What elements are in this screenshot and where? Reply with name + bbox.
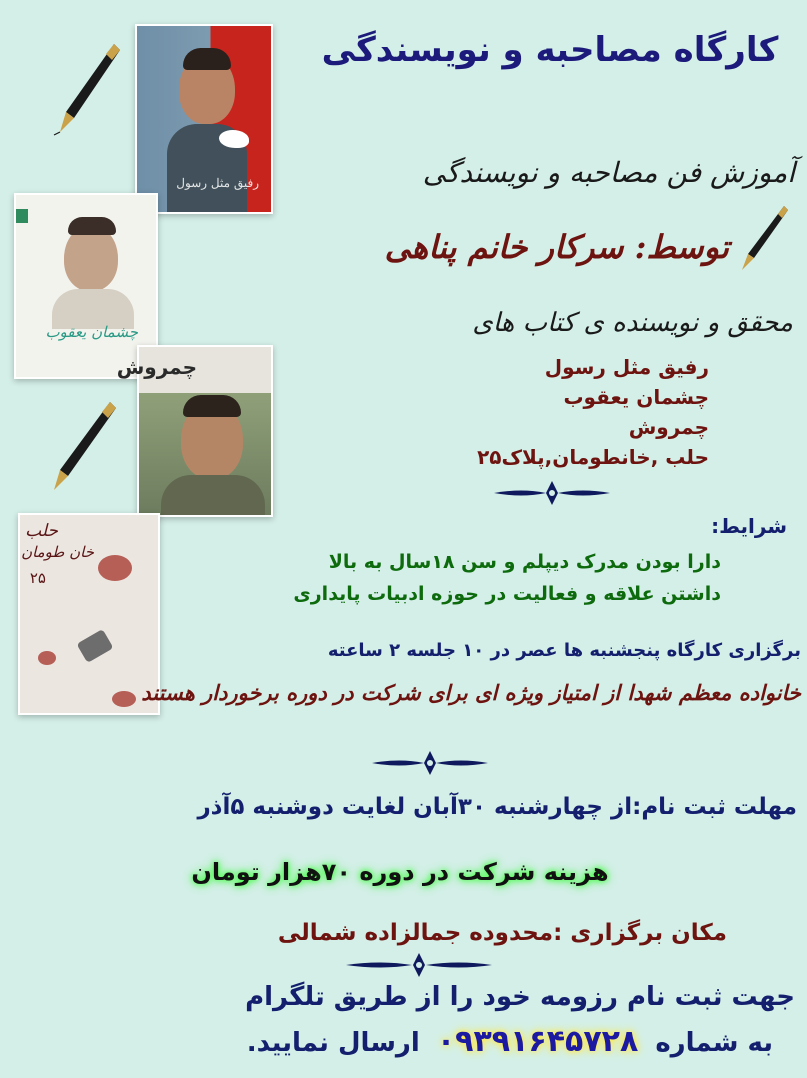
author-role-line: محقق و نویسنده ی کتاب های xyxy=(472,308,793,338)
cover-title: حلب xyxy=(25,521,58,541)
registration-deadline: مهلت ثبت نام:از چهارشنبه ۳۰آبان لغایت دوشنبه ۵آذر xyxy=(197,794,797,820)
cover-title: چشمان یعقوب xyxy=(45,323,138,341)
cover-title: چمروش xyxy=(116,355,197,379)
conditions-list xyxy=(293,546,721,610)
condition-item: داشتن علاقه و فعالیت در حوزه ادبیات پایداری xyxy=(293,583,721,605)
martyr-families-note: خانواده معظم شهدا از امتیاز ویژه ای برای شرکت در دوره برخوردار هستند xyxy=(141,680,801,705)
book-cover-halab-khantooman xyxy=(18,513,160,715)
book-cover-rafigh-mesl-rasool xyxy=(135,24,273,214)
fountain-pen-icon xyxy=(46,398,118,494)
book-item: حلب ,خانطومان,پلاک۲۵ xyxy=(477,445,709,469)
ornament-divider-icon xyxy=(370,748,490,778)
cover-subtitle: خان طومان xyxy=(21,543,94,561)
condition-item: دارا بودن مدرک دیپلم و سن ۱۸سال به بالا xyxy=(328,551,721,573)
contact-line-phone xyxy=(247,1024,773,1059)
book-cover-chamrosh xyxy=(116,345,273,517)
cover-title: رفیق مثل رسول xyxy=(176,176,259,190)
ornament-divider-icon xyxy=(492,478,612,508)
venue-text: مکان برگزاری :محدوده جمالزاده شمالی xyxy=(277,920,727,946)
course-fee: هزینه شرکت در دوره ۷۰هزار تومان xyxy=(191,858,609,886)
book-item: چمروش xyxy=(628,415,709,439)
dove-icon xyxy=(219,130,249,148)
contact-prefix: به شماره xyxy=(655,1028,773,1058)
dog-tag-image xyxy=(77,629,114,663)
cover-number: ۲۵ xyxy=(29,569,46,587)
fountain-pen-icon xyxy=(52,40,122,136)
contact-suffix: ارسال نمایید. xyxy=(246,1028,420,1058)
fountain-pen-icon xyxy=(738,204,790,272)
phone-number[interactable]: ۰۹۳۹۱۶۴۵۷۲۸ xyxy=(436,1024,639,1059)
book-item: چشمان یعقوب xyxy=(563,385,709,409)
ornament-divider-icon xyxy=(344,950,494,980)
poster-title: کارگاه مصاحبه و نویسندگی xyxy=(321,30,779,70)
workshop-subtitle: آموزش فن مصاحبه و نویسندگی xyxy=(422,156,795,189)
instructor-line: توسط: سرکار خانم پناهی xyxy=(384,228,729,266)
book-list xyxy=(477,352,709,472)
contact-line-telegram: جهت ثبت نام رزومه خود را از طریق تلگرام xyxy=(245,982,795,1012)
schedule-text: برگزاری کارگاه پنجشنبه ها عصر در ۱۰ جلسه ۲ ساعته xyxy=(327,640,801,661)
book-item: رفیق مثل رسول xyxy=(544,355,709,379)
conditions-heading: شرایط: xyxy=(711,514,787,538)
